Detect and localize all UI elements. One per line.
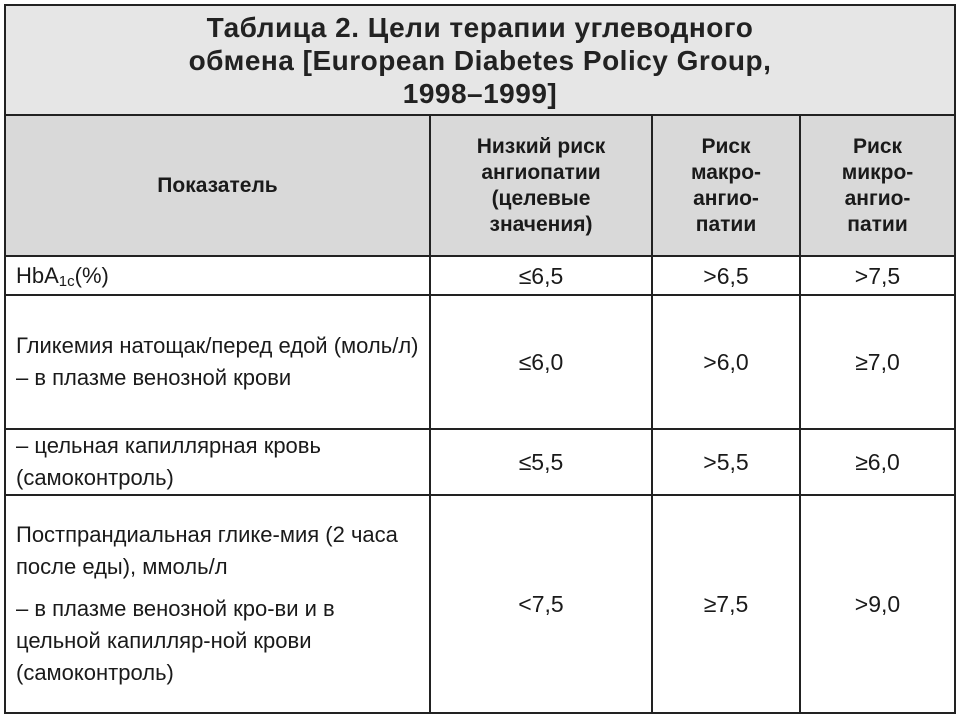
postprandial-label-line2: – в плазме венозной кро-ви и в цельной капилляр-ной крови (самоконтроль): [16, 596, 335, 686]
header-row: [6, 116, 954, 256]
row-label-hba1c: [6, 256, 430, 294]
cell-micro: >7,5: [800, 256, 954, 294]
cell-micro: >9,0: [800, 495, 954, 712]
table-frame: [4, 4, 956, 714]
row-label-capillary: – цельная капиллярная кровь (самоконтроль): [6, 429, 430, 495]
cell-low: ≤5,5: [430, 429, 652, 495]
header-low-risk: Низкий риск ангиопатии (целевые значения): [430, 116, 652, 256]
table-row: [6, 256, 954, 294]
cell-macro: >6,0: [652, 295, 800, 429]
cell-micro: ≥7,0: [800, 295, 954, 429]
table-title-bar: [6, 6, 954, 116]
cell-low: ≤6,0: [430, 295, 652, 429]
header-micro-risk: Риск микро- ангио- патии: [800, 116, 954, 256]
therapy-goals-table: [6, 116, 954, 712]
fasting-label-line2: – в плазме венозной крови: [16, 364, 292, 390]
cell-low: ≤6,5: [430, 256, 652, 294]
row-label-postprandial: [6, 495, 430, 712]
postprandial-label-line1: Постпрандиальная глике-мия (2 часа после еды), ммоль/л: [16, 522, 398, 580]
hba-text: HbA: [16, 262, 59, 288]
table-row: [6, 295, 954, 429]
header-param: Показатель: [6, 116, 430, 256]
cell-macro: ≥7,5: [652, 495, 800, 712]
cell-low: <7,5: [430, 495, 652, 712]
hba-unit: (%): [74, 262, 109, 288]
hba-subscript: 1c: [58, 272, 75, 290]
fasting-label-line1: Гликемия натощак/перед едой (моль/л): [16, 332, 419, 358]
cell-macro: >6,5: [652, 256, 800, 294]
table-row: [6, 495, 954, 712]
table-title: Таблица 2. Цели терапии углеводного обмена [European Diabetes Policy Group, 1998–1999]: [188, 11, 772, 109]
cell-macro: >5,5: [652, 429, 800, 495]
cell-micro: ≥6,0: [800, 429, 954, 495]
row-label-fasting: [6, 295, 430, 429]
table-row: [6, 429, 954, 495]
header-macro-risk: Риск макро- ангио- патии: [652, 116, 800, 256]
